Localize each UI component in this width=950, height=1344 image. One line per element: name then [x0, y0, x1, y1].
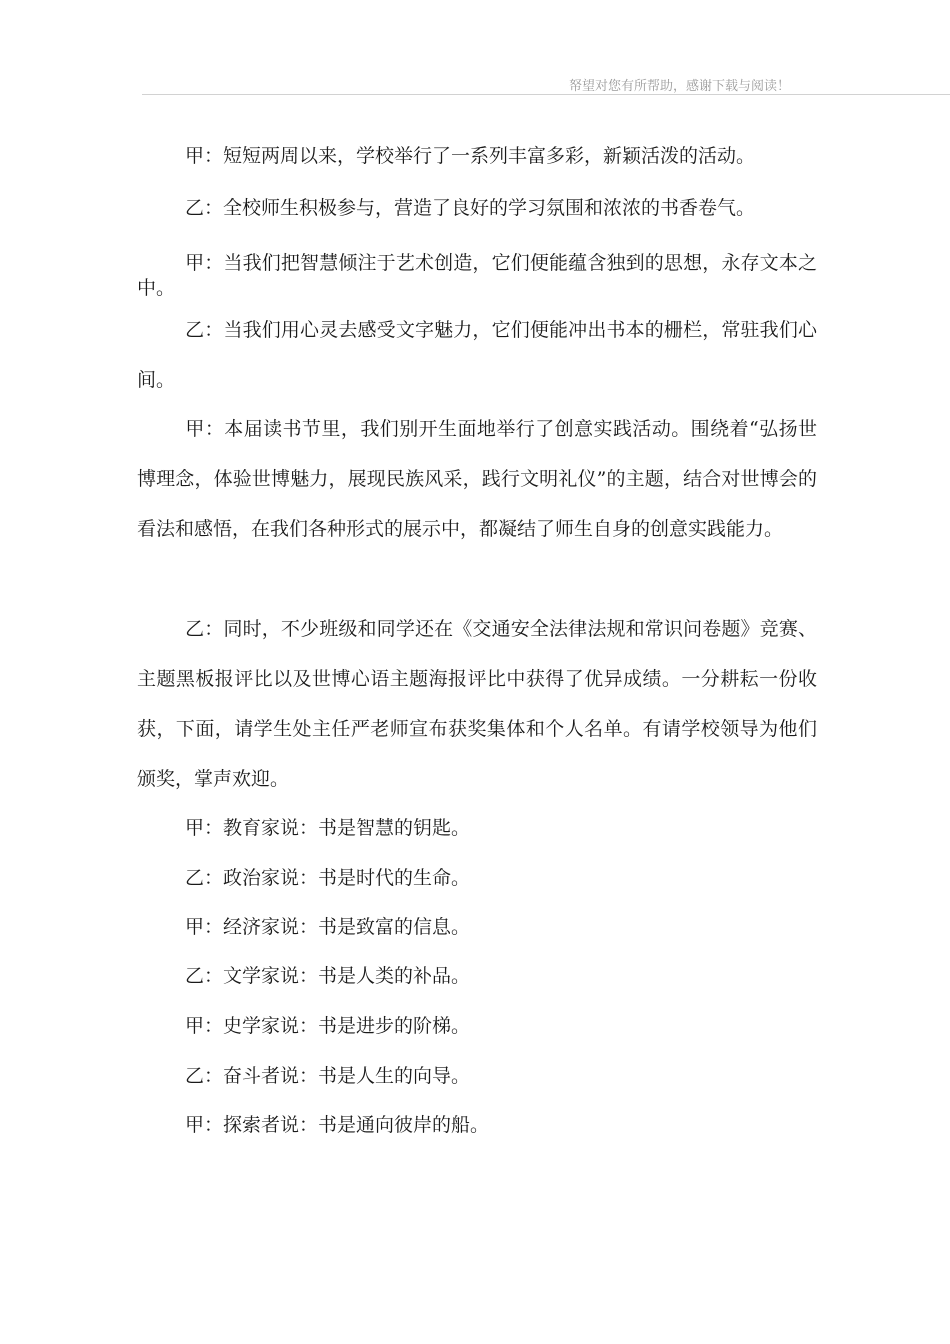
paragraph-text: 甲：史学家说：书是进步的阶梯。: [185, 1015, 471, 1037]
paragraph: [137, 604, 817, 804]
paragraph-text: 甲：短短两周以来，学校举行了一系列丰富多彩，新颖活泼的活动。: [185, 145, 756, 167]
paragraph-text: 乙：文学家说：书是人类的补品。: [185, 965, 471, 987]
paragraph: [137, 1014, 817, 1039]
paragraph: [137, 915, 817, 940]
paragraph: [137, 305, 817, 405]
paragraph: [137, 1064, 817, 1089]
paragraph-text: 乙：当我们用心灵去感受文字魅力，它们便能冲出书本的栅栏，常驻我们心间。: [137, 319, 817, 391]
paragraph-text: 甲：经济家说：书是致富的信息。: [185, 916, 471, 938]
header-note: 帑望对您有所帮助，感谢下载与阅读！: [569, 79, 791, 94]
paragraph: [137, 196, 817, 221]
paragraph-text: 甲：当我们把智慧倾注于艺术创造，它们便能蕴含独到的思想，永存文本之中。: [137, 252, 817, 299]
header-rule: [142, 94, 950, 95]
paragraph: [137, 964, 817, 989]
paragraph-text: 乙：全校师生积极参与，营造了良好的学习氛围和浓浓的书香卷气。: [185, 197, 756, 219]
paragraph: [137, 251, 817, 301]
paragraph-text: 甲：教育家说：书是智慧的钥匙。: [185, 817, 471, 839]
paragraph-text: 甲：本届读书节里，我们别开生面地举行了创意实践活动。围绕着“弘扬世博理念，体验世博魅力，展现民族风采，践行文明礼仪”的主题，结合对世博会的看法和感悟，在我们各种形式的展示中，都凝结了师生自身的创意实践能力。: [137, 418, 817, 540]
paragraph: [137, 816, 817, 841]
paragraph: [137, 1113, 817, 1138]
paragraph-text: 甲：探索者说：书是通向彼岸的船。: [185, 1114, 490, 1136]
paragraph: [137, 866, 817, 891]
paragraph-text: 乙：同时，不少班级和同学还在《交通安全法律法规和常识问卷题》竞赛、主题黑板报评比以及世博心语主题海报评比中获得了优异成绩。一分耕耘一份收获，下面，请学生处主任严老师宣布获奖集体和个人名单。有请学校领导为他们颁奖，掌声欢迎。: [137, 618, 817, 790]
paragraph-text: 乙：政治家说：书是时代的生命。: [185, 867, 471, 889]
paragraph: [137, 404, 817, 554]
paragraph: [137, 144, 817, 169]
paragraph-text: 乙：奋斗者说：书是人生的向导。: [185, 1065, 471, 1087]
